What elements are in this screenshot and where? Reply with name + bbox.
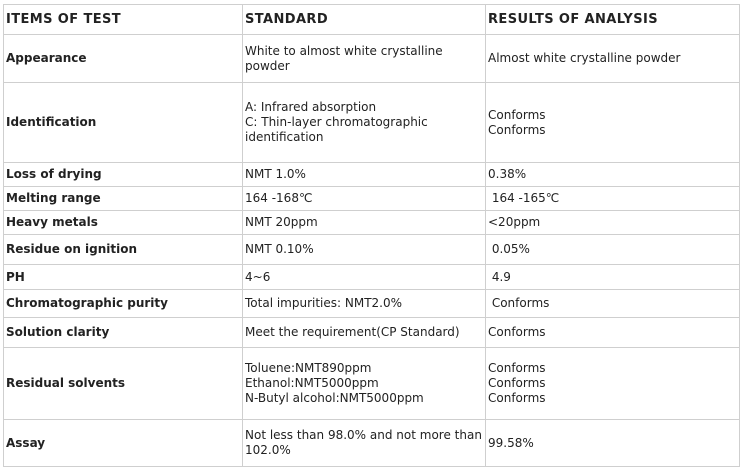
table-row [4,290,740,318]
standard-cell [243,290,486,318]
standard-cell [243,318,486,348]
result-line: Conforms [488,361,546,375]
table-row [4,235,740,265]
item-cell: Melting range [4,187,243,211]
standard-line: White to almost white crystalline [245,43,443,58]
result-cell [486,211,740,235]
result-line: Conforms [488,325,546,339]
item-cell: Chromatographic purity [4,290,243,318]
standard-line: Meet the requirement(CP Standard) [245,325,460,339]
table-row [4,420,740,467]
result-line: Conforms [488,296,550,310]
result-cell [486,235,740,265]
table-row [4,265,740,290]
item-cell: Appearance [4,35,243,83]
table-row [4,83,740,163]
table-row [4,211,740,235]
standard-line: Total impurities: NMT2.0% [245,296,403,310]
standard-line: NMT 0.10% [245,242,314,256]
standard-line: NMT 20ppm [245,215,318,229]
result-line: 99.58% [488,435,534,450]
result-cell [486,265,740,290]
table-row [4,187,740,211]
table-row [4,35,740,83]
result-line: Almost white crystalline powder [488,51,681,65]
standard-line: identification [245,130,324,144]
analysis-table [3,4,740,467]
item-cell: PH [4,265,243,290]
standard-line: 4~6 [245,269,271,284]
result-line: 164 -165℃ [488,191,560,205]
table-row [4,163,740,187]
result-line: Conforms [488,122,546,137]
standard-cell [243,211,486,235]
standard-line: powder [245,58,290,73]
standard-line: N-Butyl alcohol:NMT5000ppm [245,391,424,405]
item-cell: Residue on ignition [4,235,243,265]
standard-cell [243,265,486,290]
header-standard: STANDARD [243,5,486,35]
result-line: Conforms [488,107,546,122]
result-line: Conforms [488,376,546,390]
item-cell: Loss of drying [4,163,243,187]
standard-cell [243,35,486,83]
standard-cell [243,420,486,467]
standard-line: Ethanol:NMT5000ppm [245,376,379,390]
standard-line: 102.0% [245,443,291,457]
result-cell [486,348,740,420]
item-cell: Solution clarity [4,318,243,348]
standard-line: NMT 1.0% [245,167,306,181]
standard-line: C: Thin-layer chromatographic [245,115,428,129]
standard-line: Not less than 98.0% and not more than [245,428,482,442]
result-cell [486,163,740,187]
header-items-of-test: ITEMS OF TEST [4,5,243,35]
standard-line: 164 -168℃ [245,191,313,205]
table-row [4,348,740,420]
result-line: Conforms [488,391,546,405]
item-cell: Heavy metals [4,211,243,235]
item-cell: Identification [4,83,243,163]
standard-cell [243,163,486,187]
result-cell [486,420,740,467]
result-cell [486,35,740,83]
result-cell [486,187,740,211]
result-cell [486,290,740,318]
result-line: <20ppm [488,215,541,229]
header-row [4,5,740,35]
item-cell: Assay [4,420,243,467]
standard-cell [243,348,486,420]
standard-cell [243,187,486,211]
standard-cell [243,83,486,163]
table-row [4,318,740,348]
result-line: 4.9 [488,269,511,284]
item-cell: Residual solvents [4,348,243,420]
result-line: 0.05% [488,242,530,256]
standard-line: Toluene:NMT890ppm [245,361,372,375]
result-cell [486,318,740,348]
standard-cell [243,235,486,265]
standard-line: A: Infrared absorption [245,100,377,114]
result-line: 0.38% [488,167,527,181]
header-results: RESULTS OF ANALYSIS [486,5,740,35]
result-cell [486,83,740,163]
